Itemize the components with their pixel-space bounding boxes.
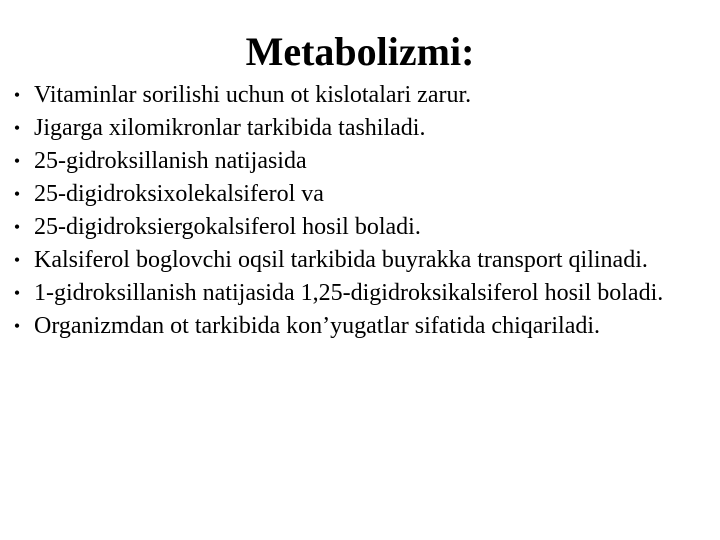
list-item-text: Kalsiferol boglovchi oqsil tarkibida buyrakka transport qilinadi. (34, 247, 648, 273)
list-item-text: Vitaminlar sorilishi uchun ot kislotalari zarur. (34, 82, 472, 108)
list-item (0, 146, 720, 176)
list-item-text: Organizmdan ot tarkibida kon’yugatlar sifatida chiqariladi. (34, 313, 601, 339)
slide-title (0, 28, 720, 76)
list-item (0, 278, 720, 308)
list-item (0, 245, 720, 275)
bullet-icon: • (13, 118, 21, 138)
bullet-icon: • (13, 283, 21, 303)
bullet-icon: • (13, 217, 21, 237)
list-item (0, 179, 720, 209)
list-item-text: Jigarga xilomikronlar tarkibida tashiladi. (34, 115, 426, 141)
list-item (0, 212, 720, 242)
bullet-icon: • (13, 184, 21, 204)
bullet-icon: • (13, 151, 21, 171)
list-item-text: 25-gidroksillanish natijasida (34, 148, 307, 174)
bullet-list (0, 80, 720, 344)
list-item (0, 113, 720, 143)
list-item (0, 311, 720, 341)
bullet-icon: • (13, 316, 21, 336)
list-item (0, 80, 720, 110)
list-item-text: 1-gidroksillanish natijasida 1,25-digidroksikalsiferol hosil boladi. (34, 280, 664, 306)
list-item-text: 25-digidroksiergokalsiferol hosil boladi. (34, 214, 421, 240)
slide-title-text: Metabolizmi: (245, 29, 475, 74)
bullet-icon: • (13, 250, 21, 270)
list-item-text: 25-digidroksixolekalsiferol va (34, 181, 324, 207)
bullet-icon: • (13, 85, 21, 105)
